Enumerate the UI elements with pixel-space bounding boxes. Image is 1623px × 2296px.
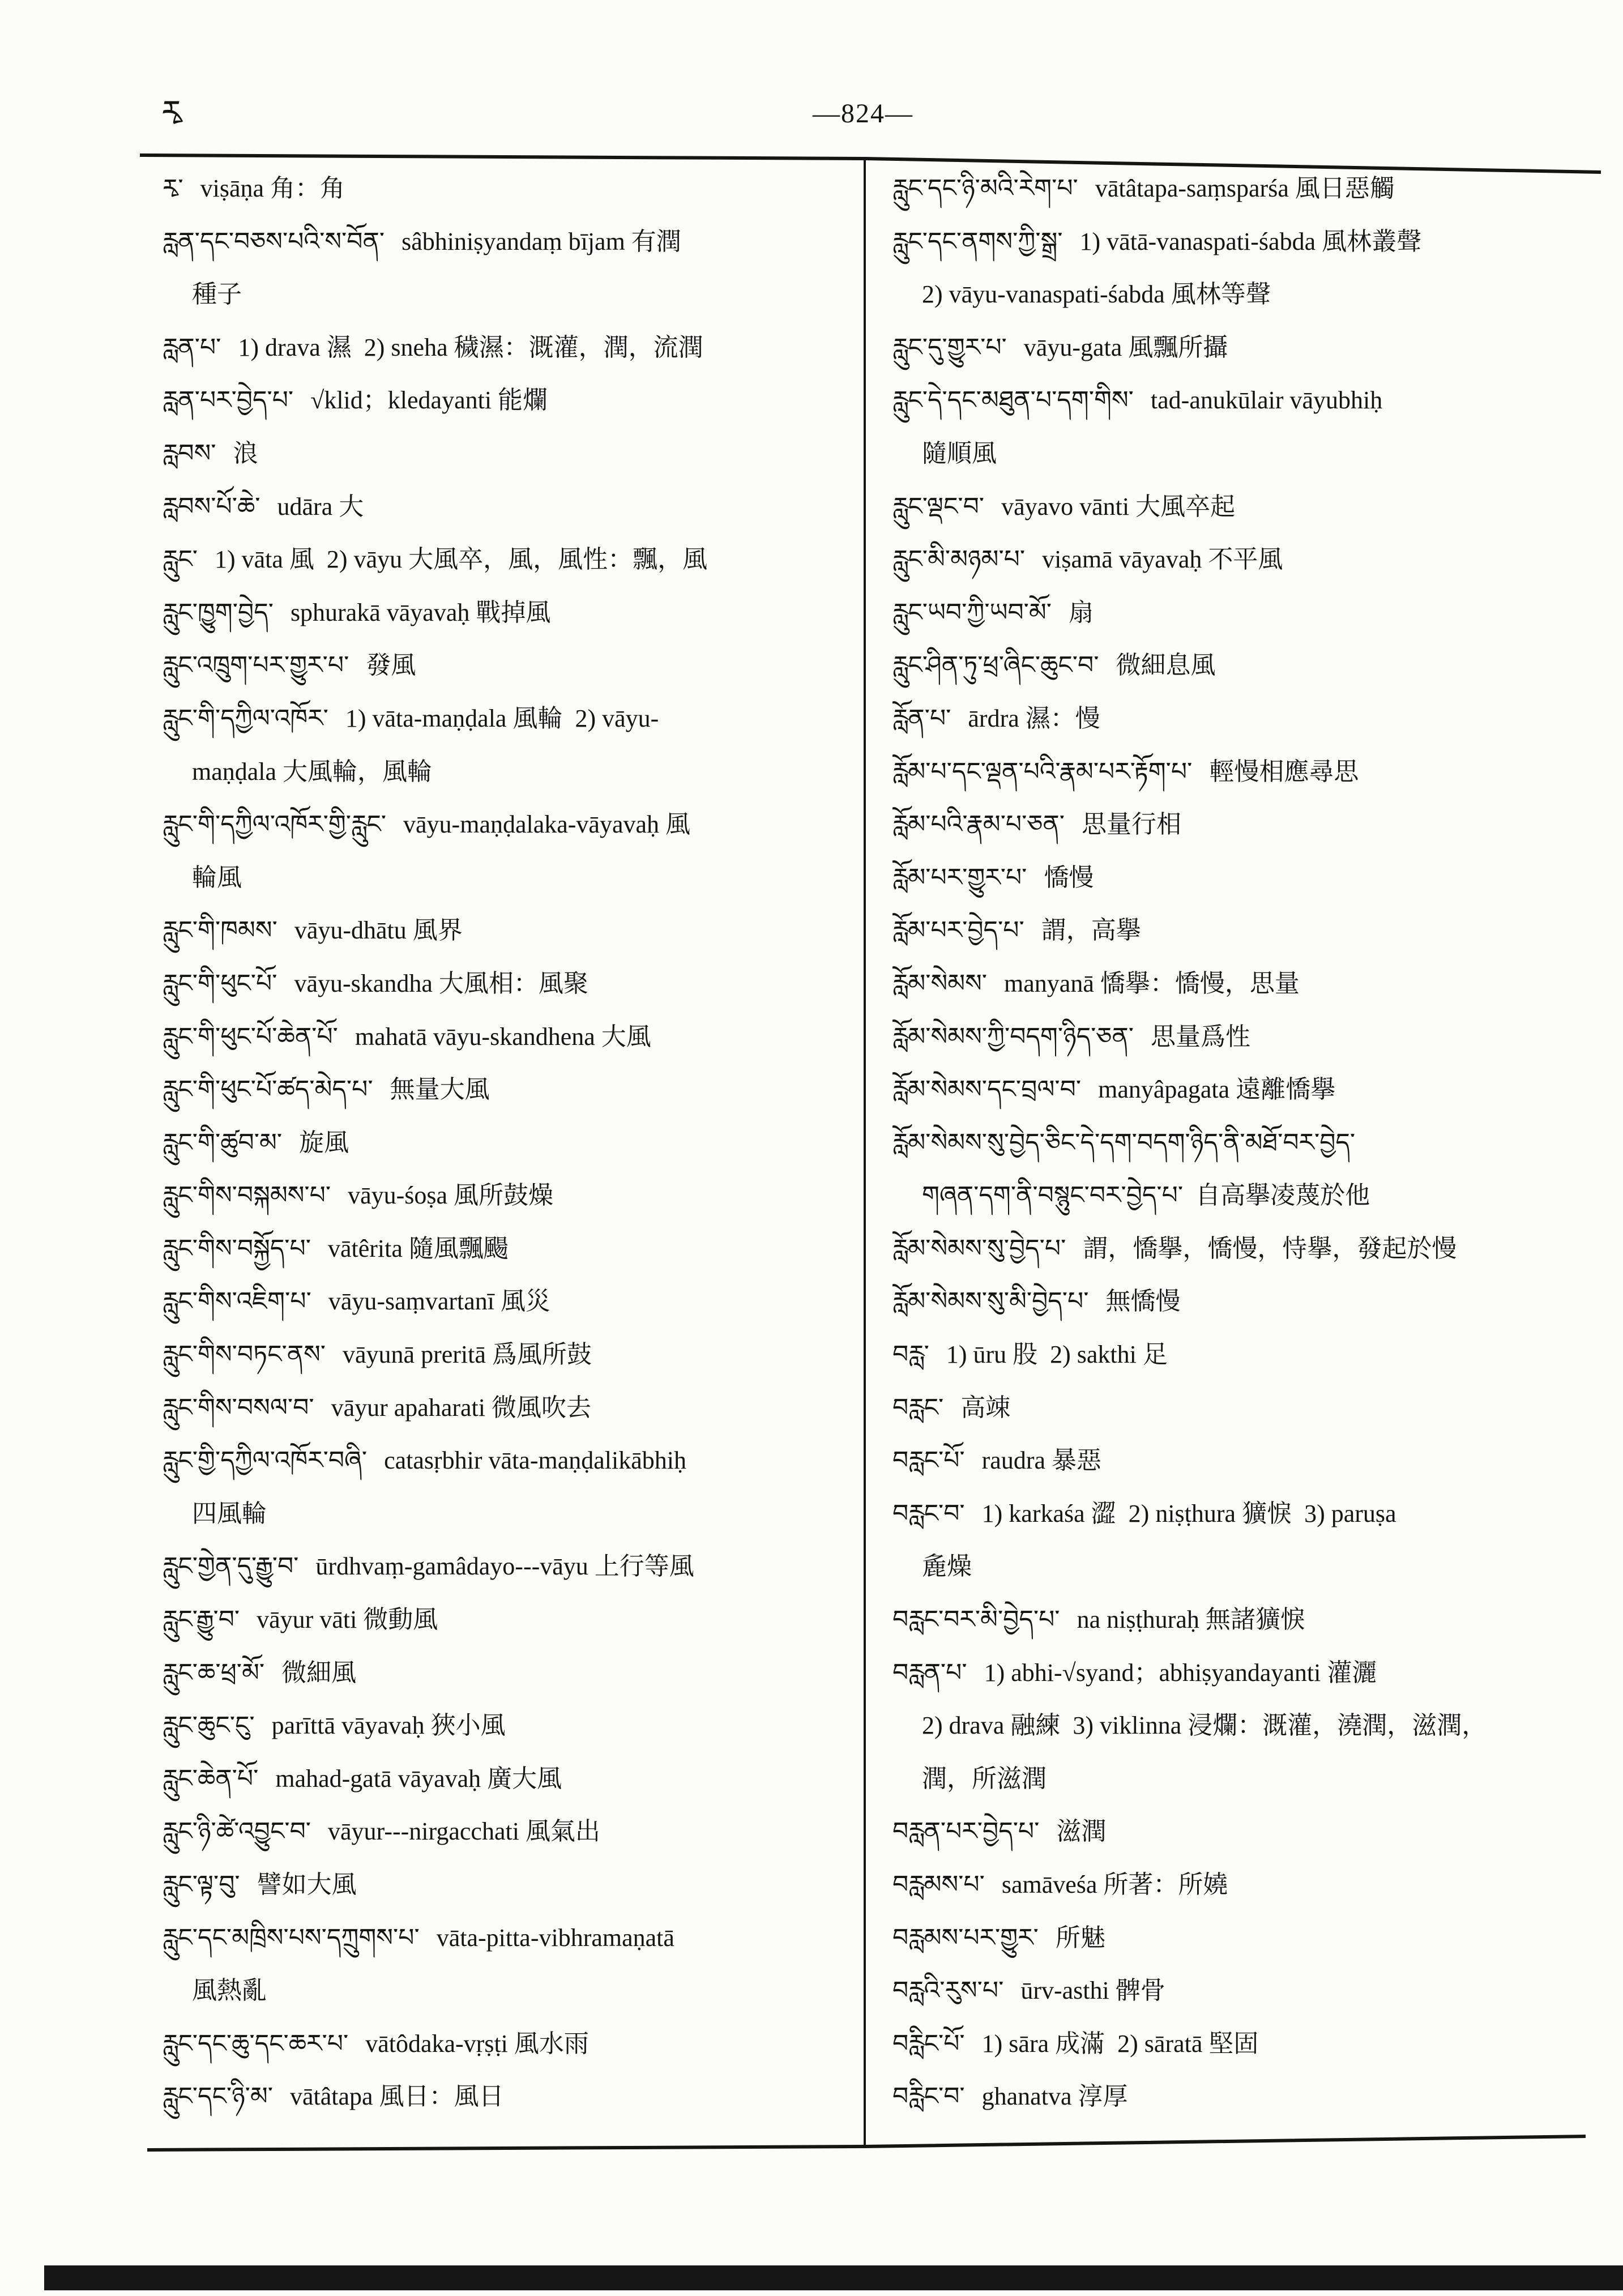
- tibetan-headword: རླུང་གི་དཀྱིལ་འཁོར་གྱི་རླུང་: [163, 810, 387, 839]
- entry-headline: [892, 851, 1600, 904]
- entry-headline: [892, 904, 1600, 957]
- entry-headline: [163, 215, 851, 268]
- entry-headline: [892, 692, 1600, 745]
- entry-gloss: udāra 大: [277, 492, 364, 520]
- tibetan-headword: རླུང་གི་དཀྱིལ་འཁོར་: [163, 703, 328, 733]
- tibetan-headword: རླབས་: [163, 438, 216, 468]
- dictionary-entry: [892, 1434, 1600, 1487]
- dictionary-entry: [892, 215, 1600, 321]
- entry-headline: [163, 2017, 851, 2071]
- entry-gloss: vāyu-gata 風飄所攝: [1023, 333, 1228, 361]
- tibetan-headword: རླུང་ཁྱུག་བྱེད་: [163, 598, 274, 627]
- entry-headline: [163, 1010, 851, 1064]
- left-column: [163, 162, 851, 2123]
- entry-headline: [163, 586, 851, 639]
- entry-headline: [163, 1858, 851, 1911]
- entry-headline: [892, 1381, 1600, 1435]
- tibetan-headword: རླུང་དང་ཉི་མ་: [163, 2082, 274, 2111]
- entry-gloss: 扇: [1069, 598, 1094, 626]
- entry-headline: [892, 1275, 1600, 1328]
- tibetan-headword: བརླིང་བ་: [892, 2082, 965, 2111]
- tibetan-headword: རླུང་དང་ཉི་མའི་རེག་པ་: [892, 174, 1078, 203]
- dictionary-entry: [892, 1328, 1600, 1381]
- entry-gloss: 浪: [233, 439, 258, 467]
- entry-gloss: vāyu-skandha 大風相：風聚: [294, 969, 588, 997]
- entry-gloss: 憍慢: [1044, 863, 1094, 891]
- dictionary-entry: [892, 162, 1600, 215]
- entry-gloss: vāyu-saṃvartanī 風災: [328, 1287, 551, 1316]
- dictionary-entry: [892, 1911, 1600, 1965]
- entry-headline: [892, 162, 1600, 215]
- tibetan-headword: རློམ་སེམས་སུ་བྱེད་པ་: [892, 1234, 1066, 1263]
- dictionary-entry: [892, 586, 1600, 639]
- page-number: —824—: [813, 99, 913, 129]
- entry-gloss: vāyur apaharati 微風吹去: [331, 1393, 591, 1422]
- entry-gloss: 微細風: [281, 1658, 357, 1687]
- entry-continuation: 種子: [192, 280, 242, 309]
- entry-gloss: 滋潤: [1056, 1817, 1107, 1846]
- dictionary-entry: [892, 639, 1600, 692]
- tibetan-headword: རླུང་དང་ནགས་ཀྱི་སྒྲ་: [892, 227, 1063, 256]
- tibetan-headword: རློམ་སེམས་སུ་མི་བྱེད་པ་: [892, 1287, 1089, 1316]
- tibetan-headword: བརླང་བ་: [892, 1499, 965, 1528]
- dictionary-entry: [163, 1116, 851, 1170]
- dictionary-entry: [163, 215, 851, 321]
- entry-gloss: ghanatva 淳厚: [981, 2082, 1128, 2111]
- dictionary-entry: [163, 1646, 851, 1700]
- tibetan-headword: རླུང་དེ་དང་མཐུན་པ་དག་གིས་: [892, 386, 1134, 415]
- entry-headline: [892, 957, 1600, 1010]
- entry-gloss: 所魅: [1055, 1923, 1105, 1952]
- tibetan-headword: རླན་པར་བྱེད་པ་: [163, 386, 294, 415]
- section-letter: རྭ: [161, 93, 182, 131]
- entry-headline: [892, 639, 1600, 692]
- entry-gloss: 1) vāta 風 2) vāyu 大風卒，風，風性：飄，風: [215, 545, 708, 574]
- tibetan-headword: བརླའི་རུས་པ་: [892, 1976, 1004, 2005]
- dictionary-entry: [892, 1964, 1600, 2017]
- entry-gloss: 高竦: [960, 1393, 1011, 1422]
- entry-headline: [163, 374, 851, 427]
- tibetan-headword: རླུང་ཆེན་པོ་: [163, 1764, 259, 1793]
- tibetan-headword: བརླམས་པར་གྱུར་: [892, 1923, 1039, 1952]
- tibetan-headword: རླུང་ཉི་ཚེ་འབྱུང་བ་: [163, 1817, 311, 1846]
- entry-gloss: vāyu-maṇḍalaka-vāyavaḥ 風: [403, 810, 691, 839]
- entry-headline: [163, 1169, 851, 1222]
- dictionary-entry: [163, 957, 851, 1010]
- dictionary-entry: [163, 427, 851, 480]
- entry-headline: [892, 1116, 1600, 1170]
- entry-continuation: 麁燥: [922, 1552, 972, 1581]
- tibetan-headword: རླབས་པོ་ཆེ་: [163, 492, 260, 521]
- entry-gloss: viṣāṇa 角：角: [200, 174, 345, 202]
- dictionary-entry: [163, 321, 851, 374]
- entry-gloss: 譬如大風: [257, 1871, 357, 1898]
- dictionary-entry: [892, 1858, 1600, 1911]
- dictionary-entry: [892, 798, 1600, 851]
- dictionary-entry: [892, 692, 1600, 745]
- dictionary-entry: [892, 1646, 1600, 1806]
- entry-continuation: 輪風: [192, 863, 242, 891]
- dictionary-entry: [163, 1063, 851, 1116]
- entry-gloss: na niṣṭhuraḥ 無諸獷悷: [1077, 1606, 1305, 1634]
- entry-gloss: vāyunā preritā 爲風所鼓: [343, 1341, 592, 1369]
- tibetan-headword: བརླང་པོ་: [892, 1446, 965, 1475]
- entry-gloss: vāyu-dhātu 風界: [294, 916, 463, 945]
- entry-continuation: 2) vāyu-vanaspati-śabda 風林等聲: [922, 280, 1271, 309]
- tibetan-headword: རླུང་མི་མཉམ་པ་: [892, 545, 1026, 574]
- tibetan-headword: རླུང་ཆུང་ངུ་: [163, 1711, 255, 1740]
- tibetan-headword: རླུང་དང་ཆུ་དང་ཆར་པ་: [163, 2029, 349, 2058]
- tibetan-headword: རླན་དང་བཅས་པའི་ས་བོན་: [163, 227, 385, 256]
- entry-headline: [163, 321, 851, 374]
- dictionary-entry: [163, 1222, 851, 1275]
- tibetan-headword: རླུང་ལྟ་བུ་: [163, 1870, 240, 1899]
- dictionary-entry: [892, 374, 1600, 480]
- entry-headline: [163, 639, 851, 692]
- tibetan-headword: རླུང་གིས་བཏང་ནས་: [163, 1340, 326, 1369]
- tibetan-headword: རླུང་གིས་འཇིག་པ་: [163, 1287, 311, 1316]
- tibetan-headword: རླུང་གི་ཕུང་པོ་ཆེན་པོ་: [163, 1022, 338, 1051]
- entry-gloss: vāta-pitta-vibhramaṇatā: [436, 1923, 674, 1952]
- dictionary-entry: [163, 533, 851, 586]
- entry-headline: [163, 1593, 851, 1646]
- entry-continuation: 2) drava 融練 3) viklinna 浸爛：溉灌，澆潤，滋潤，: [922, 1712, 1487, 1740]
- tibetan-headword: རླུང་གིས་བསལ་བ་: [163, 1393, 314, 1422]
- entry-headline: [892, 533, 1600, 586]
- entry-headline: [163, 1275, 851, 1328]
- footer-rule: [147, 2136, 1586, 2150]
- entry-gloss: 輕慢相應尋思: [1209, 757, 1359, 786]
- tibetan-headword: རླུང་ཡབ་ཀྱི་ཡབ་མོ་: [892, 598, 1052, 627]
- tibetan-headword: རླུང་ལྡང་བ་: [892, 492, 985, 521]
- entry-headline: [163, 1805, 851, 1858]
- dictionary-entry: [163, 1010, 851, 1064]
- tibetan-headword: རློམ་པར་གྱུར་པ་: [892, 863, 1027, 892]
- dictionary-entry: [163, 1275, 851, 1328]
- dictionary-entry: [892, 1487, 1600, 1593]
- entry-gloss: parīttā vāyavaḥ 狹小風: [271, 1712, 506, 1740]
- dictionary-entry: [892, 1805, 1600, 1858]
- entry-gloss: 1) ūru 股 2) sakthi 足: [946, 1341, 1168, 1369]
- dictionary-entry: [163, 1381, 851, 1435]
- entry-headline: [892, 2017, 1600, 2071]
- entry-gloss: manyâpagata 遠離憍擧: [1098, 1076, 1336, 1104]
- tibetan-headword: རློམ་པ་དང་ལྡན་པའི་རྣམ་པར་རྟོག་པ་: [892, 757, 1193, 786]
- dictionary-entry: [163, 1434, 851, 1540]
- dictionary-entry: [163, 639, 851, 692]
- scan-edge-band: [44, 2265, 1623, 2290]
- tibetan-headword: རླུང་གི་ཕུང་པོ་ཚད་མེད་པ་: [163, 1075, 373, 1104]
- entry-headline: [892, 1805, 1600, 1858]
- entry-gloss: 1) karkaśa 澀 2) niṣṭhura 獷悷 3) paruṣa: [981, 1499, 1396, 1527]
- entry-gloss: 微細息風: [1116, 651, 1216, 680]
- entry-gloss: ūrv-asthi 髀骨: [1020, 1977, 1165, 2005]
- dictionary-entry: [892, 1116, 1600, 1222]
- entry-gloss: tad-anukūlair vāyubhiḥ: [1150, 386, 1383, 415]
- dictionary-entry: [163, 2070, 851, 2123]
- entry-gloss: sphurakā vāyavaḥ 戰掉風: [290, 598, 551, 626]
- dictionary-entry: [163, 480, 851, 534]
- dictionary-entry: [163, 798, 851, 904]
- entry-gloss: raudra 暴惡: [981, 1446, 1102, 1475]
- tibetan-headword: རླུང་རྒྱུ་བ་: [163, 1605, 240, 1634]
- entry-gloss: 1) drava 濕 2) sneha 穢濕：溉灌，潤，流潤: [238, 333, 703, 361]
- entry-headline: [892, 1063, 1600, 1116]
- entry-headline: [163, 1911, 851, 1965]
- tibetan-headword: རྭ་: [163, 174, 183, 203]
- entry-headline: [892, 215, 1600, 268]
- entry-gloss: vātêrita 隨風飄颺: [327, 1234, 509, 1262]
- dictionary-entry: [163, 1805, 851, 1858]
- right-column: [892, 162, 1600, 2123]
- dictionary-entry: [892, 2070, 1600, 2123]
- tibetan-headword: རློམ་སེམས་: [892, 968, 988, 998]
- entry-gloss: √klid；kledayanti 能爛: [310, 386, 548, 415]
- entry-continuation: 隨順風: [922, 439, 997, 467]
- entry-headline: [163, 1540, 851, 1593]
- entry-headline: [163, 1381, 851, 1435]
- entry-headline: [163, 1646, 851, 1700]
- tibetan-headword: རླུང་ཆ་ཕྲ་མོ་: [163, 1658, 265, 1687]
- entry-gloss: 無量大風: [390, 1076, 490, 1104]
- entry-headline: [163, 1328, 851, 1381]
- tibetan-headword: རླུང་གྱི་དཀྱིལ་འཁོར་བཞི་: [163, 1446, 368, 1475]
- dictionary-entry: [163, 692, 851, 798]
- dictionary-entry: [163, 1328, 851, 1381]
- entry-headline: [892, 374, 1600, 427]
- entry-gloss: sâbhiniṣyandaṃ bījam 有潤: [402, 227, 681, 255]
- tibetan-headword: རླུང་གྱེན་དུ་རྒྱུ་བ་: [163, 1552, 299, 1581]
- dictionary-entry: [892, 1593, 1600, 1646]
- entry-headline: [163, 1752, 851, 1806]
- dictionary-entry: [892, 1063, 1600, 1116]
- entry-continuation: གཞན་དག་ནི་བསྙུང་བར་བྱེད་པ་ 自高擧凌蔑於他: [922, 1181, 1370, 1210]
- tibetan-headword: བརླིང་པོ་: [892, 2029, 965, 2058]
- entry-continuation: 四風輪: [192, 1499, 267, 1527]
- entry-headline: [892, 321, 1600, 374]
- entry-headline: [163, 798, 851, 851]
- entry-headline: [892, 1646, 1600, 1700]
- entry-headline: [892, 1858, 1600, 1911]
- entry-headline: [892, 1328, 1600, 1381]
- entry-gloss: manyanā 憍擧：憍慢，思量: [1004, 969, 1300, 997]
- entry-continuation: 風熱亂: [192, 1977, 267, 2005]
- tibetan-headword: རླུང་དུ་གྱུར་པ་: [892, 332, 1007, 362]
- entry-gloss: 1) sāra 成滿 2) sāratā 堅固: [981, 2029, 1259, 2058]
- entry-gloss: vātôdaka-vṛṣṭi 風水雨: [365, 2029, 589, 2058]
- entry-gloss: vāyavo vānti 大風卒起: [1001, 492, 1236, 520]
- dictionary-entry: [163, 586, 851, 639]
- entry-gloss: 1) vātā-vanaspati-śabda 風林叢聲: [1079, 227, 1422, 255]
- tibetan-headword: རློན་པ་: [892, 703, 951, 733]
- dictionary-entry: [892, 851, 1600, 904]
- dictionary-entry: [163, 374, 851, 427]
- dictionary-entry: [163, 904, 851, 957]
- tibetan-headword: རླན་པ་: [163, 332, 221, 362]
- entry-gloss: samāveśa 所著：所嬈: [1001, 1871, 1228, 1898]
- tibetan-headword: བརླང་: [892, 1393, 944, 1422]
- entry-gloss: 謂，憍擧，憍慢，恃擧，發起於慢: [1083, 1234, 1457, 1262]
- entry-headline: [163, 480, 851, 534]
- entry-headline: [892, 1911, 1600, 1965]
- dictionary-entry: [163, 2017, 851, 2071]
- entry-gloss: 謂，高擧: [1041, 916, 1141, 945]
- entry-headline: [892, 1434, 1600, 1487]
- entry-continuation: maṇḍala 大風輪，風輪: [192, 757, 433, 786]
- dictionary-entry: [892, 904, 1600, 957]
- entry-gloss: 1) abhi-√syand；abhiṣyandayanti 灌灑: [984, 1658, 1377, 1687]
- tibetan-headword: བརླམས་པ་: [892, 1870, 985, 1899]
- entry-headline: [892, 745, 1600, 799]
- tibetan-headword: རླུང་: [163, 545, 198, 574]
- dictionary-entry: [163, 1540, 851, 1593]
- entry-headline: [892, 1487, 1600, 1540]
- entry-gloss: vātâtapa-saṃsparśa 風日惡觸: [1095, 174, 1395, 202]
- entry-headline: [163, 1063, 851, 1116]
- dictionary-entry: [163, 1911, 851, 2017]
- entry-headline: [163, 1222, 851, 1275]
- entry-gloss: 無憍慢: [1105, 1287, 1181, 1316]
- tibetan-headword: བརླན་པར་བྱེད་པ་: [892, 1817, 1040, 1846]
- tibetan-headword: རླུང་གིས་བསྐམས་པ་: [163, 1181, 331, 1210]
- tibetan-headword: རློམ་པའི་རྣམ་པ་ཅན་: [892, 810, 1065, 839]
- tibetan-headword: རློམ་པར་བྱེད་པ་: [892, 916, 1024, 945]
- entry-headline: [163, 692, 851, 745]
- entry-gloss: 旋風: [299, 1128, 349, 1156]
- entry-headline: [163, 2070, 851, 2123]
- entry-gloss: vātâtapa 風日：風日: [290, 2082, 504, 2111]
- dictionary-entry: [892, 745, 1600, 799]
- dictionary-entry: [892, 957, 1600, 1010]
- tibetan-headword: རློམ་སེམས་ཀྱི་བདག་ཉིད་ཅན་: [892, 1022, 1134, 1051]
- entry-gloss: mahad-gatā vāyavaḥ 廣大風: [275, 1764, 562, 1793]
- entry-headline: [163, 1116, 851, 1170]
- dictionary-entry: [892, 321, 1600, 374]
- entry-gloss: 發風: [366, 651, 416, 680]
- entry-headline: [163, 1434, 851, 1487]
- entry-headline: [892, 798, 1600, 851]
- tibetan-headword: རླུང་དང་མཁྲིས་པས་དཀྲུགས་པ་: [163, 1923, 420, 1952]
- tibetan-headword: རླུང་གི་ཁམས་: [163, 916, 277, 945]
- tibetan-headword: རླུང་གིས་བསྐྱོད་པ་: [163, 1234, 311, 1263]
- entry-headline: [163, 533, 851, 586]
- tibetan-headword: རླུང་འཁྲུག་པར་གྱུར་པ་: [163, 651, 349, 680]
- entry-gloss: 思量行相: [1081, 810, 1181, 839]
- tibetan-headword: རློམ་སེམས་དང་བྲལ་བ་: [892, 1075, 1082, 1104]
- dictionary-entry: [892, 2017, 1600, 2071]
- entry-headline: [163, 427, 851, 480]
- dictionary-entry: [163, 162, 851, 215]
- dictionary-entry: [892, 480, 1600, 534]
- tibetan-headword: རླུང་ཤིན་ཏུ་ཕྲ་ཞིང་ཆུང་བ་: [892, 651, 1099, 680]
- dictionary-entry: [163, 1858, 851, 1911]
- dictionary-entry: [892, 533, 1600, 586]
- entry-headline: [163, 1699, 851, 1752]
- dictionary-entry: [892, 1010, 1600, 1064]
- dictionary-entry: [163, 1593, 851, 1646]
- entry-headline: [892, 1593, 1600, 1646]
- entry-headline: [892, 1010, 1600, 1064]
- dictionary-entry: [163, 1169, 851, 1222]
- entry-continuation: 潤，所滋潤: [922, 1764, 1047, 1793]
- entry-headline: [163, 957, 851, 1010]
- tibetan-headword: བརླང་བར་མི་བྱེད་པ་: [892, 1605, 1060, 1634]
- dictionary-entry: [163, 1752, 851, 1806]
- dictionary-entry: [892, 1222, 1600, 1275]
- entry-gloss: vāyur vāti 微動風: [257, 1606, 438, 1634]
- tibetan-headword: བརླན་པ་: [892, 1658, 967, 1687]
- entry-gloss: 思量爲性: [1150, 1022, 1250, 1051]
- entry-headline: [892, 586, 1600, 639]
- entry-headline: [892, 1964, 1600, 2017]
- entry-headline: [163, 162, 851, 215]
- entry-gloss: vāyu-śoṣa 風所鼓燥: [348, 1181, 554, 1210]
- entry-headline: [892, 1222, 1600, 1275]
- dictionary-entry: [892, 1275, 1600, 1328]
- entry-headline: [892, 480, 1600, 534]
- entry-headline: [163, 904, 851, 957]
- entry-gloss: ūrdhvaṃ-gamâdayo---vāyu 上行等風: [315, 1552, 694, 1581]
- tibetan-headword: བརླ་: [892, 1340, 929, 1369]
- tibetan-headword: རློམ་སེམས་སུ་བྱེད་ཅིང་དེ་དག་བདག་ཉིད་ནི་མཐོ་བར་བྱེད་: [892, 1128, 1356, 1157]
- dictionary-entry: [892, 1381, 1600, 1435]
- entry-gloss: 1) vāta-maṇḍala 風輪 2) vāyu-: [345, 704, 659, 732]
- entry-gloss: ārdra 濕：慢: [968, 704, 1100, 732]
- entry-gloss: mahatā vāyu-skandhena 大風: [355, 1022, 651, 1051]
- tibetan-headword: རླུང་གི་ཚུབ་མ་: [163, 1128, 283, 1157]
- entry-headline: [892, 2070, 1600, 2123]
- entry-gloss: viṣamā vāyavaḥ 不平風: [1042, 545, 1283, 574]
- entry-gloss: catasṛbhir vāta-maṇḍalikābhiḥ: [384, 1446, 686, 1475]
- entry-gloss: vāyur---nirgacchati 風氣出: [328, 1817, 600, 1846]
- tibetan-headword: རླུང་གི་ཕུང་པོ་: [163, 968, 277, 998]
- dictionary-entry: [163, 1699, 851, 1752]
